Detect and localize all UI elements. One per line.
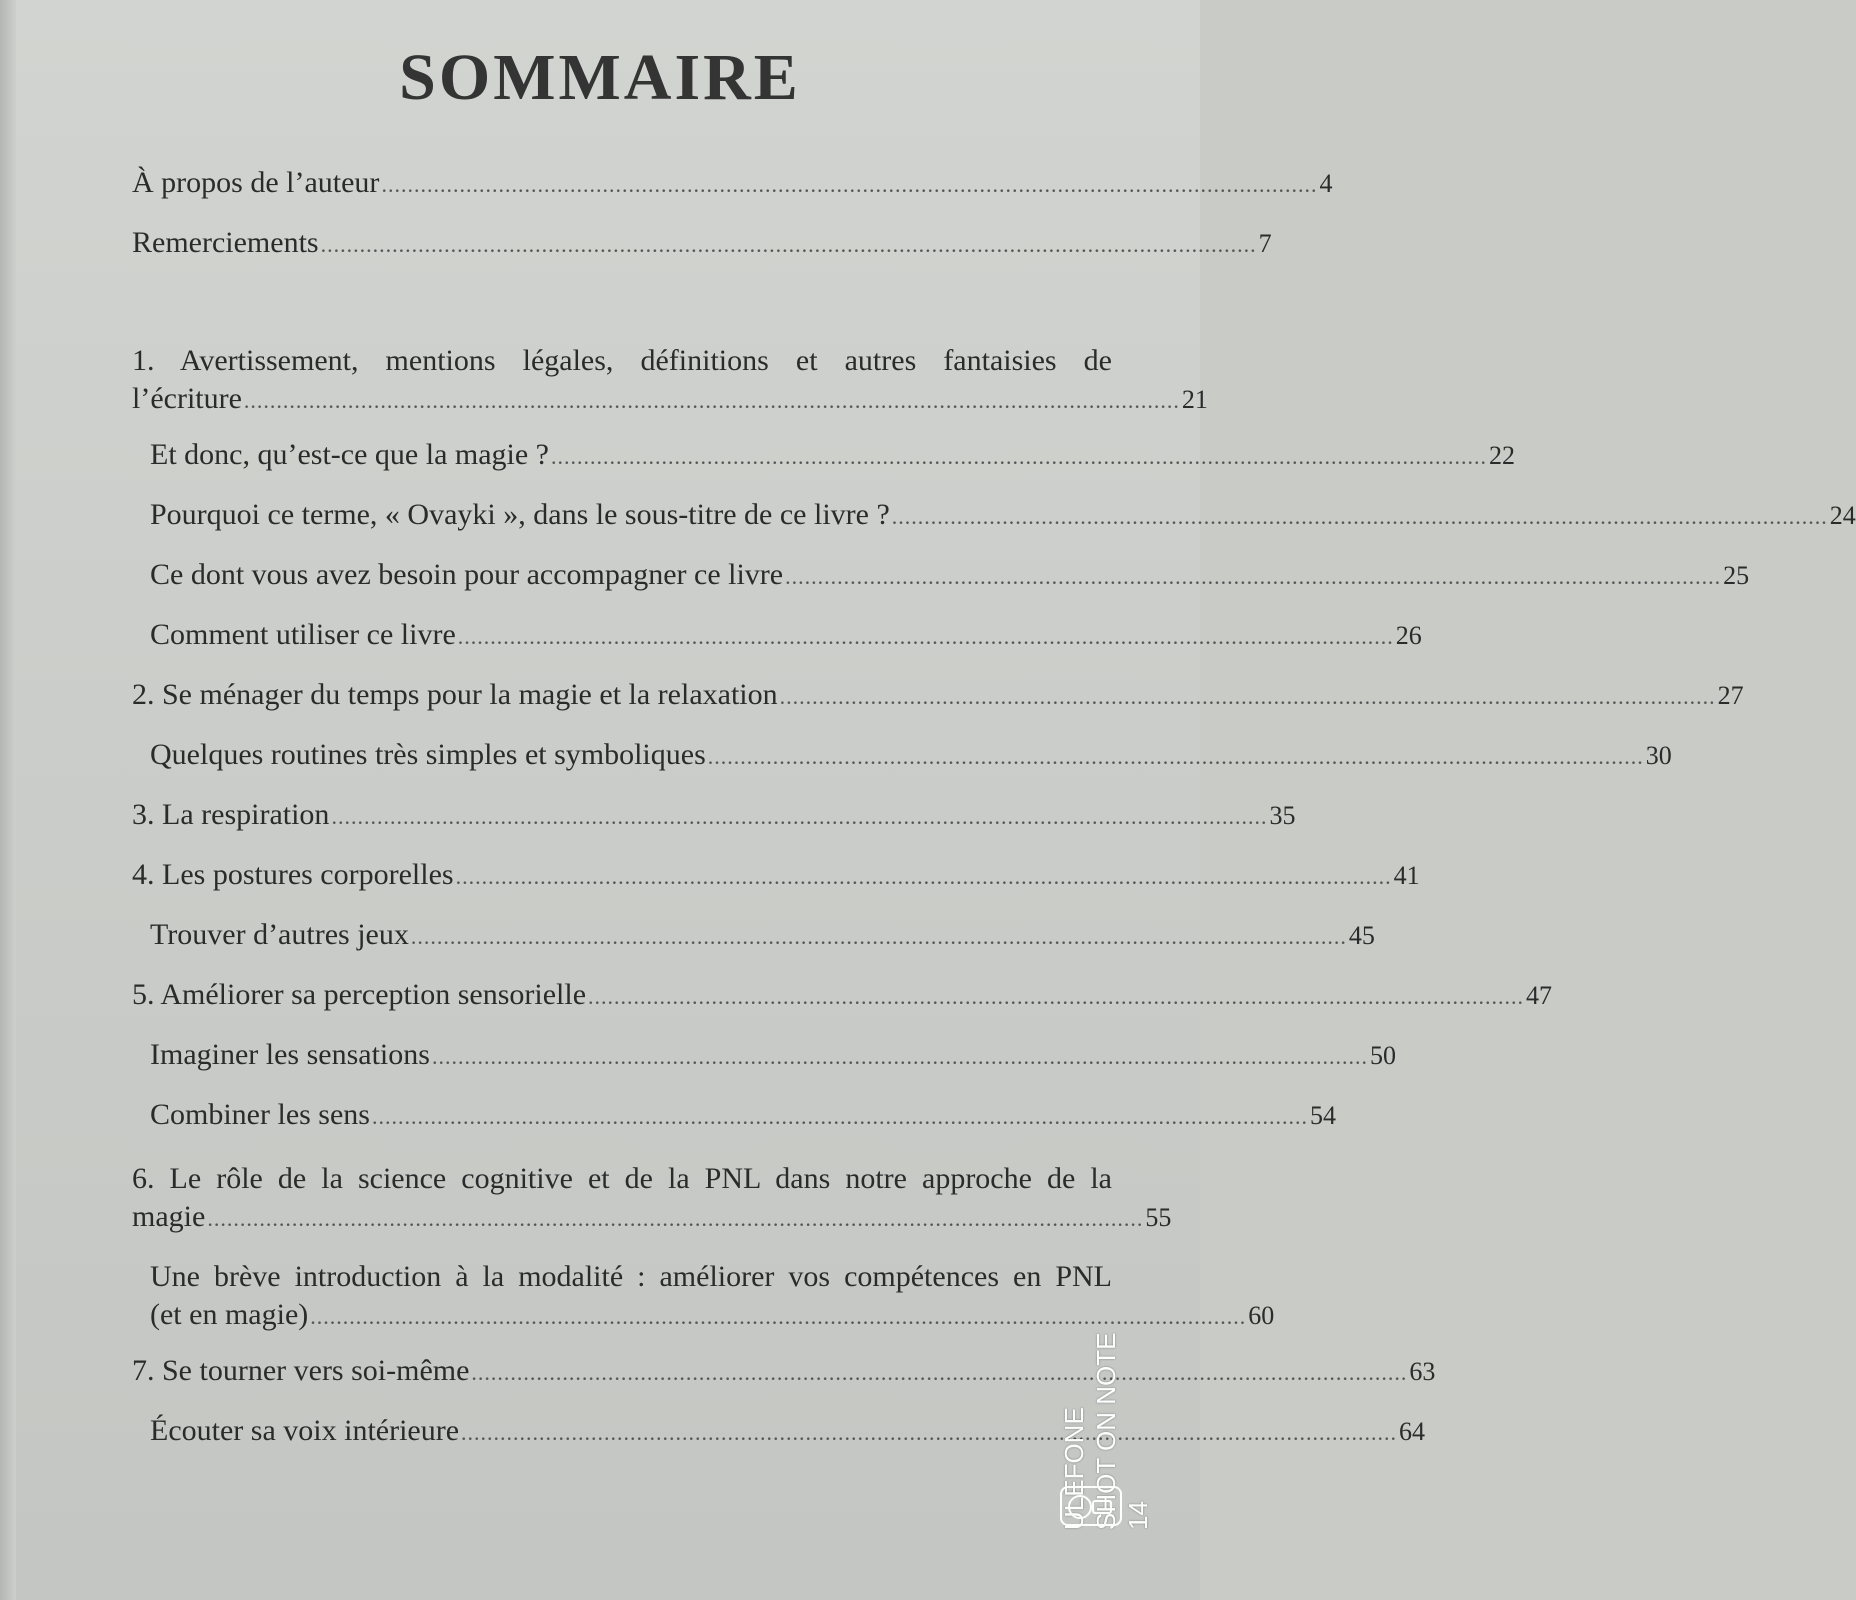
toc-entry-page: 41 [1393, 861, 1420, 890]
toc-entry-label: Pourquoi ce terme, « Ovayki », dans le sous-titre de ce livre ? [150, 498, 890, 531]
toc-entry-page: 25 [1723, 561, 1750, 590]
watermark-caption: SHOT ON NOTE 14 [1091, 1332, 1153, 1530]
toc-entry-page: 21 [1181, 385, 1208, 414]
toc-entry [132, 1038, 1396, 1098]
toc-entry-label: Une brève introduction à la modalité : améliorer vos compétences en PNL [150, 1260, 1112, 1293]
toc-entry-label: 7. Se tourner vers soi-même [132, 1354, 470, 1387]
toc-entry-page: 30 [1645, 741, 1672, 770]
camera-icon [1060, 1486, 1122, 1526]
toc-entry-label: À propos de l’auteur [132, 166, 380, 199]
toc-entry-chapter-6 [132, 1158, 1172, 1242]
toc-entry-label: Imaginer les sensations [150, 1038, 430, 1071]
toc-entry [132, 918, 1375, 978]
toc-entry-page: 27 [1717, 681, 1744, 710]
toc-entry [132, 618, 1422, 678]
toc-entry-label: Combiner les sens [150, 1098, 370, 1131]
toc-entry-page: 63 [1409, 1357, 1436, 1386]
toc-entry-label: 4. Les postures corporelles [132, 858, 454, 891]
dot-leader: ................................................................................................................................................ [331, 804, 1268, 829]
dot-leader: ................................................................................................................................................ [431, 1044, 1368, 1069]
toc-entry [132, 1414, 1426, 1474]
toc-entry [132, 558, 1750, 618]
toc-entry-page: 24 [1829, 501, 1856, 530]
dot-leader: ................................................................................................................................................ [455, 864, 1392, 889]
toc-entry [132, 498, 1856, 558]
dot-leader: ................................................................................................................................................ [707, 744, 1644, 769]
dot-leader: ................................................................................................................................................ [461, 1420, 1398, 1445]
dot-leader: ................................................................................................................................................ [588, 984, 1525, 1009]
toc-entry-label: 6. Le rôle de la science cognitive et de la PNL dans notre approche de la [132, 1162, 1112, 1195]
watermark-brand: ULEFONE [1059, 1407, 1089, 1530]
toc-entry-label-continued: (et en magie) [150, 1298, 309, 1331]
toc-entry-page: 7 [1258, 229, 1272, 258]
toc-entry-label-continued: l’écriture [132, 382, 242, 415]
toc-entry-label: 2. Se ménager du temps pour la magie et la relaxation [132, 678, 778, 711]
dot-leader: ................................................................................................................................................ [207, 1206, 1144, 1231]
toc-entry-page: 22 [1489, 441, 1515, 470]
toc-entry-label: 1. Avertissement, mentions légales, définitions et autres fantaisies de [132, 344, 1112, 377]
toc-entry [132, 1098, 1336, 1158]
toc-entry-label: Comment utiliser ce livre [150, 618, 456, 651]
toc-entry-page: 50 [1369, 1041, 1396, 1070]
dot-leader: ................................................................................................................................................ [243, 388, 1180, 413]
section-gap [132, 286, 1112, 340]
dot-leader: ................................................................................................................................................ [785, 564, 1722, 589]
dot-leader: ................................................................................................................................................ [551, 444, 1487, 469]
toc-entry-label: Trouver d’autres jeux [150, 918, 409, 951]
dot-leader: ................................................................................................................................................ [410, 924, 1347, 949]
toc-entry [132, 1354, 1436, 1414]
toc-entry-label: Quelques routines très simples et symboliques [150, 738, 706, 771]
toc-entry [132, 226, 1272, 286]
toc-entry [132, 978, 1553, 1038]
toc-entry-page: 54 [1309, 1101, 1336, 1130]
toc-entry [132, 678, 1744, 738]
toc-entry-label: 3. La respiration [132, 798, 330, 831]
toc-entry-label: Remerciements [132, 226, 319, 259]
toc-entry [132, 798, 1296, 858]
toc-entry [132, 858, 1420, 918]
toc-entry-page: 55 [1145, 1203, 1172, 1232]
dot-leader: ................................................................................................................................................ [457, 624, 1394, 649]
dot-leader: ................................................................................................................................................ [779, 684, 1716, 709]
toc-entry-page: 26 [1395, 621, 1422, 650]
toc-entry [132, 738, 1672, 798]
toc-entry-label: Et donc, qu’est-ce que la magie ? [150, 438, 549, 471]
dot-leader: ................................................................................................................................................ [381, 172, 1318, 197]
toc-entry-label-continued: magie [132, 1200, 206, 1233]
toc-entry-page: 47 [1526, 981, 1553, 1010]
toc-entry-label: Ce dont vous avez besoin pour accompagner ce livre [150, 558, 784, 591]
dot-leader: ................................................................................................................................................ [320, 232, 1257, 257]
dot-leader: ................................................................................................................................................ [471, 1360, 1408, 1385]
dot-leader: ................................................................................................................................................ [891, 504, 1828, 529]
toc-entry-page: 35 [1269, 801, 1296, 830]
page-title: SOMMAIRE [399, 41, 801, 114]
toc-entry [132, 166, 1333, 226]
dot-leader: ................................................................................................................................................ [371, 1104, 1308, 1129]
toc-entry-label: Écouter sa voix intérieure [150, 1414, 460, 1447]
page-gutter [0, 0, 16, 1600]
toc-entry-page: 4 [1319, 169, 1333, 198]
toc-entry [132, 438, 1515, 498]
toc-entry-label: 5. Améliorer sa perception sensorielle [132, 978, 587, 1011]
toc-entry-chapter-1 [132, 340, 1208, 424]
dot-leader: ................................................................................................................................................ [310, 1304, 1247, 1329]
toc-entry-page: 64 [1399, 1417, 1426, 1446]
toc-entry-page: 60 [1248, 1301, 1275, 1330]
toc-entry-page: 45 [1348, 921, 1375, 950]
toc-entry-pnl-intro [132, 1256, 1275, 1340]
